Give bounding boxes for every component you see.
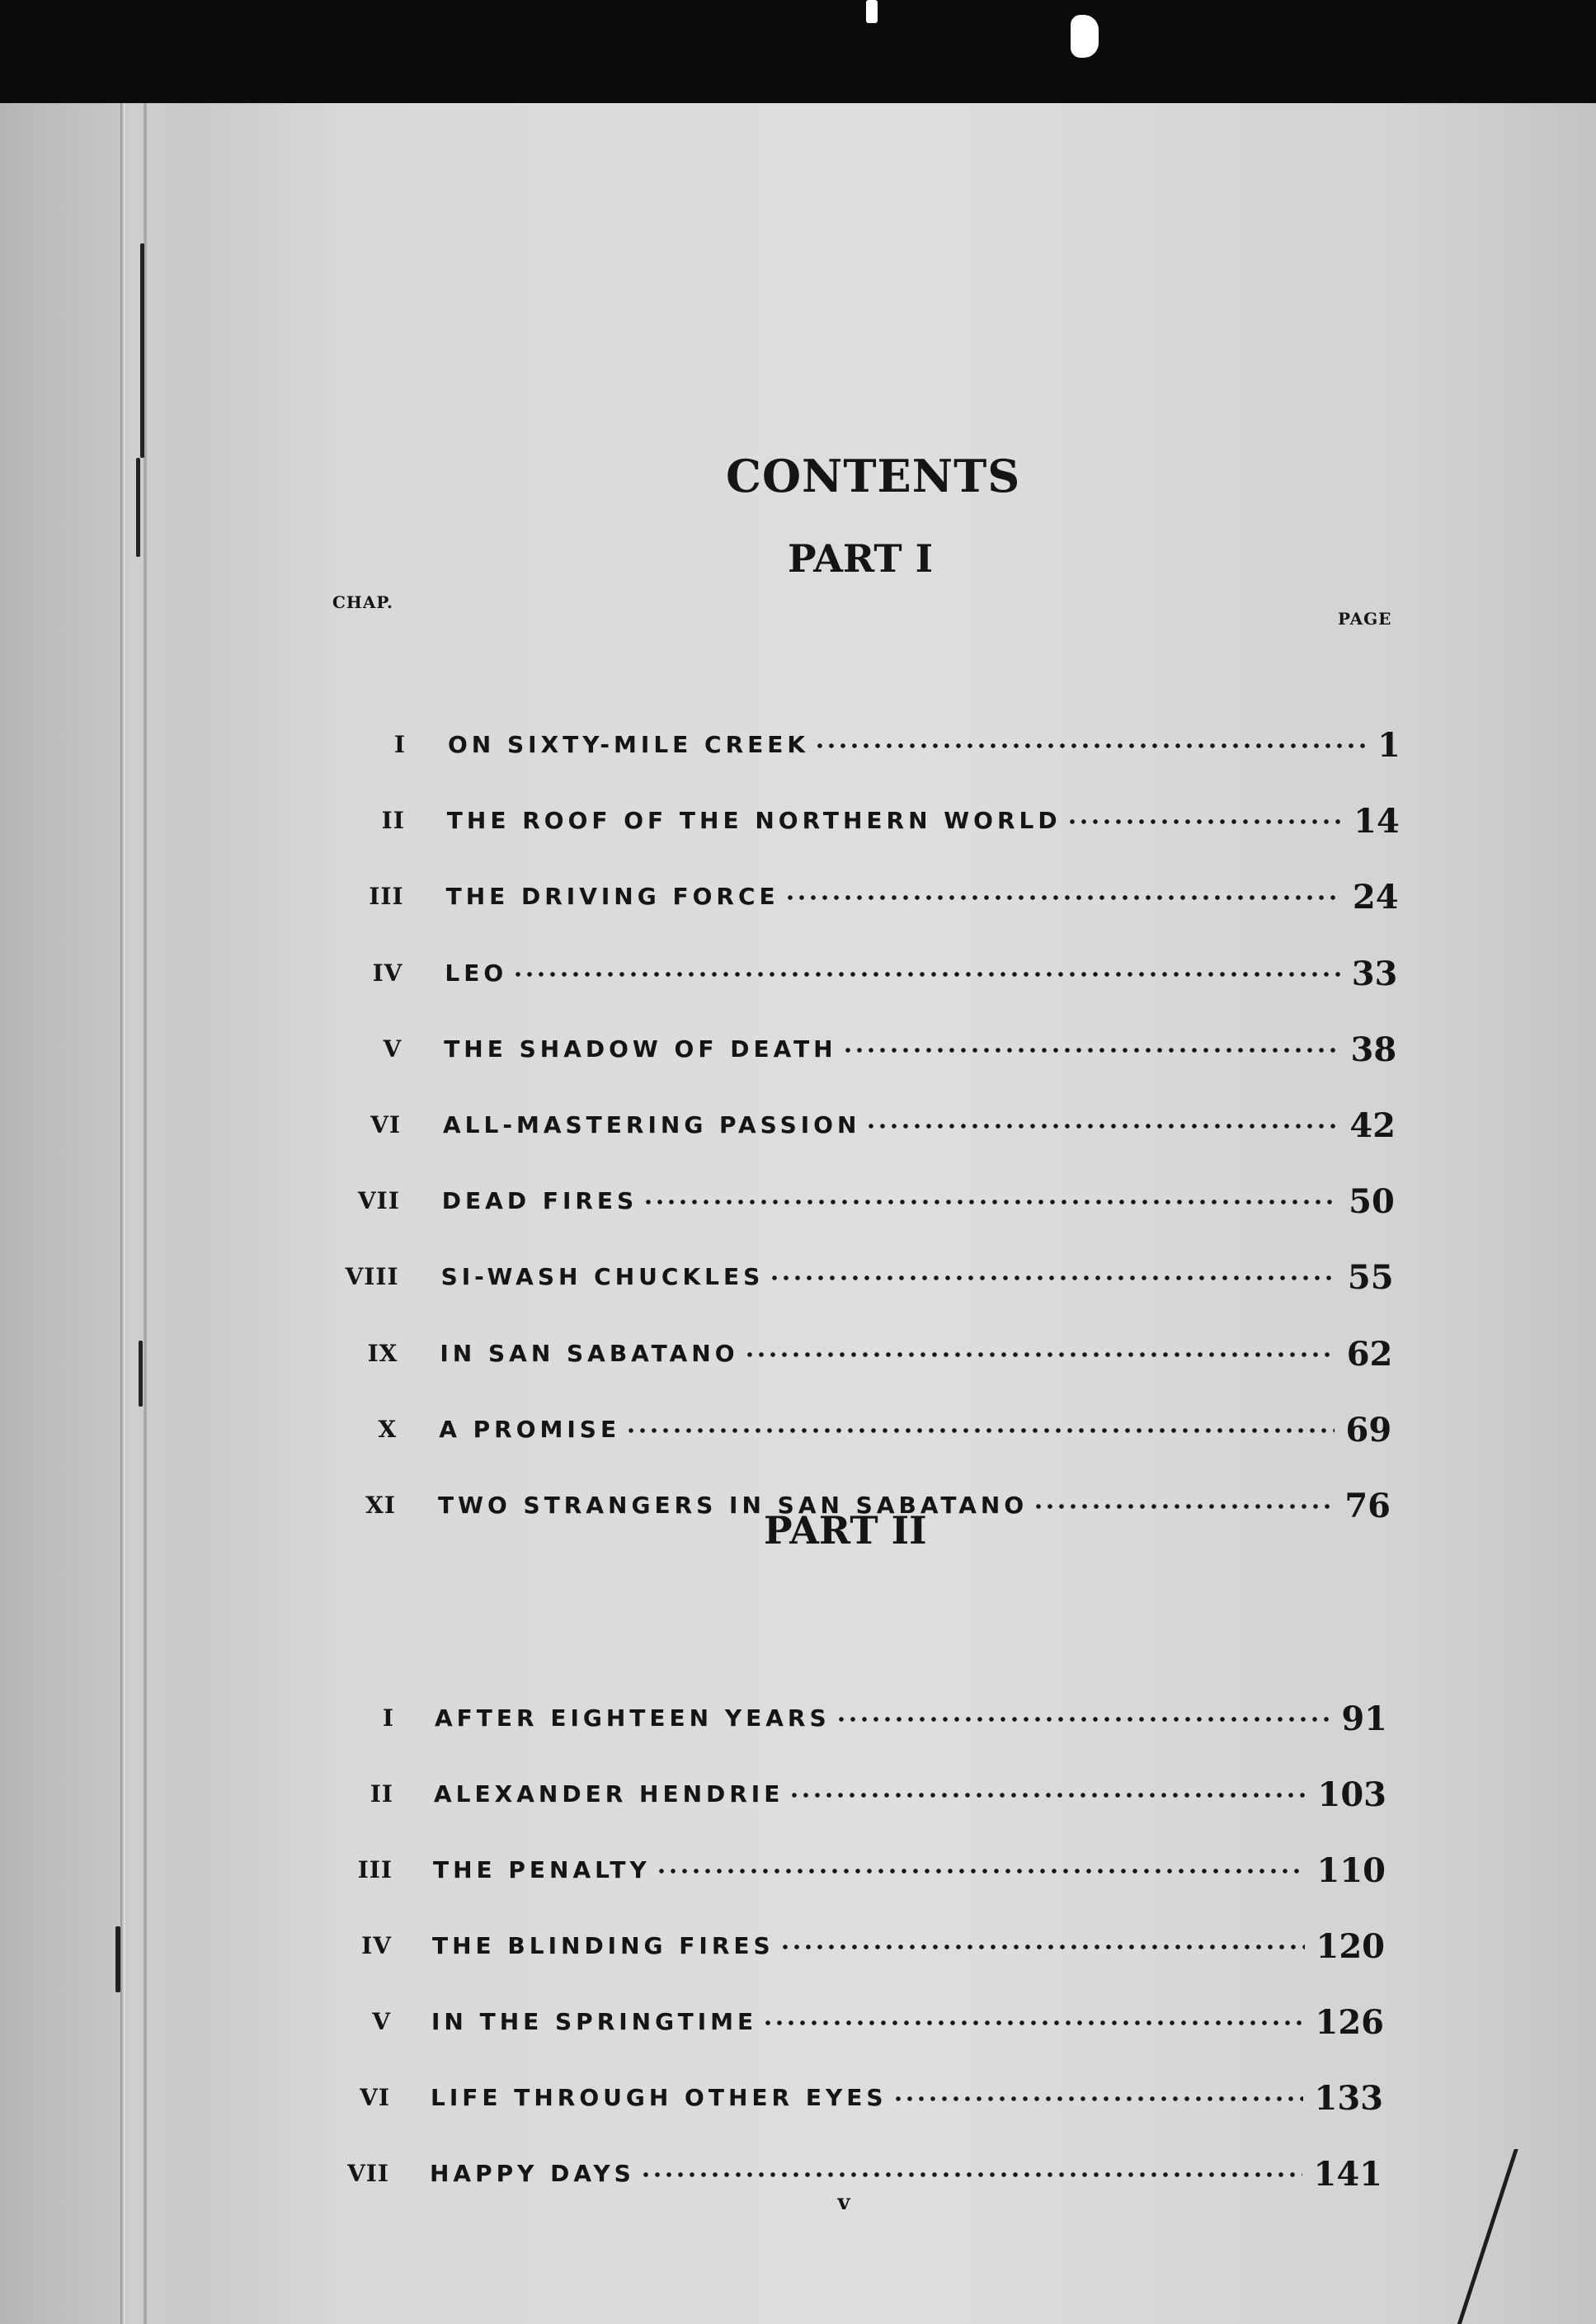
toc-entry (0, 1851, 1596, 1901)
page-number: 133 (1314, 2079, 1383, 2118)
chapter-title: IN SAN SABATANO (440, 1339, 739, 1367)
dot-leader (865, 1123, 1338, 1129)
page-number: 14 (1354, 802, 1400, 841)
scanned-page (0, 103, 1596, 2324)
chapter-number: I (382, 1704, 394, 1732)
dot-leader (643, 1199, 1337, 1205)
page-number: 126 (1315, 2003, 1384, 2042)
chapter-number: II (381, 807, 405, 835)
dot-leader (1066, 818, 1343, 825)
page-number: 1 (1377, 726, 1401, 765)
chapter-number: XI (365, 1492, 396, 1519)
page-folio: v (837, 2190, 850, 2215)
chapter-title: THE PENALTY (433, 1856, 651, 1883)
chapter-title: THE SHADOW OF DEATH (444, 1035, 837, 1063)
chapter-title: IN THE SPRINGTIME (431, 2008, 758, 2035)
page-number: 110 (1316, 1851, 1386, 1890)
chapter-number: VII (357, 1187, 400, 1215)
chapter-title: LEO (445, 959, 508, 987)
chapter-number: V (383, 1035, 403, 1063)
toc-entry (0, 726, 1596, 775)
page-number: 55 (1347, 1258, 1394, 1298)
chapter-number: VII (347, 2160, 389, 2187)
toc-entry (0, 1030, 1596, 1080)
chapter-number: IV (361, 1932, 392, 1959)
dot-leader (779, 1944, 1305, 1950)
dot-leader (640, 2171, 1302, 2178)
chapter-title: THE BLINDING FIRES (432, 1932, 774, 1959)
chapter-title: A PROMISE (439, 1415, 621, 1443)
chapter-number: V (372, 2008, 391, 2035)
dot-leader (814, 742, 1366, 749)
page-number: 62 (1346, 1334, 1393, 1374)
page-title: CONTENTS (726, 450, 1021, 502)
part-one-heading: PART I (788, 536, 934, 581)
chapter-number: X (378, 1415, 398, 1443)
dot-leader (769, 1275, 1336, 1281)
dot-leader (744, 1351, 1335, 1358)
part-two-heading: PART II (764, 1508, 927, 1553)
table-of-contents (0, 103, 1596, 2324)
toc-entry (0, 1411, 1596, 1460)
page-number: 42 (1349, 1106, 1396, 1145)
chapter-title: ALL-MASTERING PASSION (443, 1111, 861, 1138)
chapter-title: HAPPY DAYS (430, 2160, 635, 2187)
toc-entry (0, 878, 1596, 927)
dot-leader (625, 1427, 1334, 1434)
dot-leader (892, 2095, 1303, 2102)
chapter-number: III (369, 883, 404, 911)
dot-leader (784, 894, 1341, 901)
toc-entry (0, 1258, 1596, 1308)
page-number: 24 (1352, 878, 1399, 917)
page-column-label: PAGE (1338, 609, 1392, 629)
page-number: 38 (1350, 1030, 1397, 1069)
scan-artifact-mark (1071, 15, 1099, 58)
page-number: 33 (1351, 954, 1398, 993)
dot-leader (762, 2020, 1303, 2026)
chapter-number: VIII (345, 1263, 399, 1291)
dot-leader (789, 1792, 1306, 1798)
chapter-number: II (370, 1780, 393, 1808)
toc-entry (0, 1335, 1596, 1384)
chapter-title: AFTER EIGHTEEN YEARS (435, 1704, 831, 1732)
chapter-title: THE DRIVING FORCE (445, 883, 779, 911)
page-number: 50 (1349, 1182, 1395, 1222)
dot-leader (836, 1716, 1330, 1723)
toc-entry (0, 2079, 1596, 2128)
scan-top-border (0, 0, 1596, 103)
page-number: 76 (1344, 1487, 1391, 1525)
toc-entry (0, 1106, 1596, 1156)
chapter-title: TWO STRANGERS IN SAN SABATANO (438, 1492, 1029, 1519)
chapter-number: VI (360, 2084, 390, 2111)
toc-entry (0, 2003, 1596, 2053)
toc-entry (0, 1182, 1596, 1232)
chapter-number: IX (367, 1339, 398, 1367)
page-number: 120 (1316, 1927, 1385, 1966)
dot-leader (656, 1868, 1306, 1874)
chapter-number: I (393, 731, 406, 758)
dot-leader (512, 971, 1340, 978)
chapter-title: SI-WASH CHUCKLES (440, 1263, 765, 1291)
scan-artifact-mark (866, 0, 878, 23)
chapter-number: IV (372, 959, 403, 987)
chapter-title: ALEXANDER HENDRIE (434, 1780, 784, 1808)
toc-entry (0, 1775, 1596, 1825)
chapter-number: VI (370, 1111, 401, 1138)
toc-entry (0, 802, 1596, 851)
chapter-title: ON SIXTY-MILE CREEK (448, 731, 810, 758)
toc-entry (0, 955, 1596, 1004)
chapter-title: LIFE THROUGH OTHER EYES (431, 2084, 887, 2111)
chapter-number: III (357, 1856, 393, 1883)
page-number: 141 (1313, 2155, 1382, 2194)
dot-leader (1033, 1503, 1333, 1510)
toc-entry (0, 2155, 1596, 2204)
page-number: 103 (1317, 1775, 1386, 1814)
toc-entry (0, 1927, 1596, 1977)
dot-leader (842, 1047, 1339, 1054)
chapter-title: DEAD FIRES (441, 1187, 638, 1215)
page-number: 91 (1341, 1699, 1387, 1738)
chapter-column-label: CHAP. (332, 592, 394, 612)
page-number: 69 (1345, 1410, 1392, 1450)
chapter-title: THE ROOF OF THE NORTHERN WORLD (446, 807, 1062, 835)
toc-entry (0, 1699, 1596, 1749)
